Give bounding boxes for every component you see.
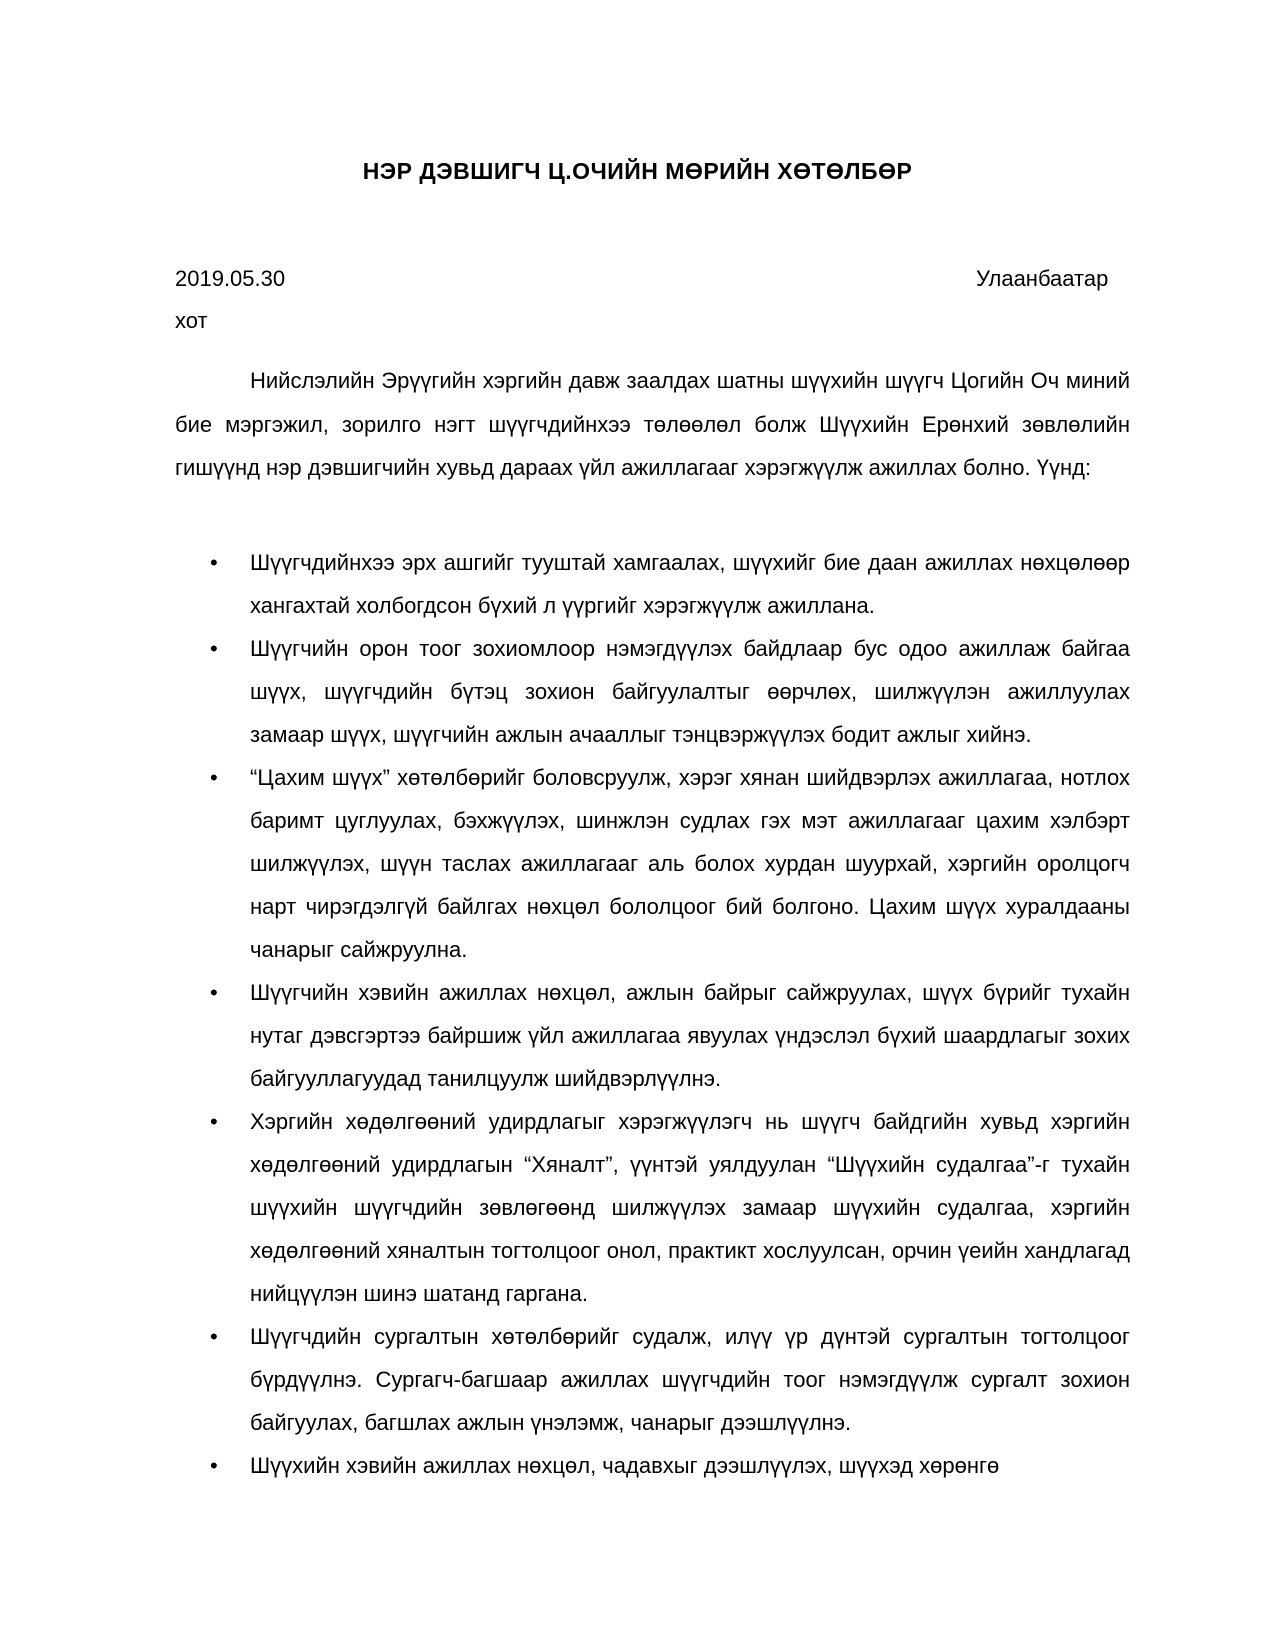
bullet-list xyxy=(175,541,1130,1487)
bullet-dot-icon: • xyxy=(210,1453,218,1478)
bullet-dot-icon: • xyxy=(210,1324,218,1349)
bullet-text: Шүүгчийн орон тоог зохиомлоор нэмэгдүүлэх байдлаар бус одоо ажиллаж байгаа шүүх, шүүгчдийн бүтэц зохион байгуулалтыг өөрчлөх, шилжүүлэн ажиллуулах замаар шүүх, шүүгчийн ажлын ачааллыг тэнцвэржүүлэх бодит ажлыг хийнэ. xyxy=(250,636,1130,747)
bullet-dot-icon: • xyxy=(210,1109,218,1134)
bullet-dot-icon: • xyxy=(210,980,218,1005)
document-title: НЭР ДЭВШИГЧ Ц.ОЧИЙН МӨРИЙН ХӨТӨЛБӨР xyxy=(362,158,913,184)
document-city-suffix: хот xyxy=(175,308,208,333)
bullet-dot-icon: • xyxy=(210,765,218,790)
bullet-item xyxy=(175,971,1130,1100)
bullet-item xyxy=(175,756,1130,971)
bullet-item xyxy=(175,1444,1130,1487)
bullet-item xyxy=(175,627,1130,756)
bullet-item xyxy=(175,1315,1130,1444)
bullet-text: “Цахим шүүх” хөтөлбөрийг боловсруулж, хэрэг хянан шийдвэрлэх ажиллагаа, нотлох баримт цуглуулах, бэхжүүлэх, шинжлэн судлах гэх мэт ажиллагааг цахим хэлбэрт шилжүүлэх, шүүн таслах ажиллагааг аль болох хурдан шуурхай, хэргийн оролцогч нарт чирэгдэлгүй байлгах нөхцөл бололцоог бий болгоно. Цахим шүүх хуралдааны чанарыг сайжруулна. xyxy=(250,765,1130,962)
document-city: Улаанбаатар xyxy=(976,266,1109,291)
bullet-text: Хэргийн хөдөлгөөний удирдлагыг хэрэгжүүлэгч нь шүүгч байдгийн хувьд хэргийн хөдөлгөөний удирдлагын “Хяналт”, үүнтэй уялдуулан “Шүүхийн судалгаа”-г тухайн шүүхийн шүүгчдийн зөвлөгөөнд шилжүүлэх замаар шүүхийн судалгаа, хэргийн хөдөлгөөний хяналтын тогтолцоог онол, практикт хослуулсан, орчин үеийн хандлагад нийцүүлэн шинэ шатанд гаргана. xyxy=(250,1109,1130,1306)
date-place-line xyxy=(175,266,1135,296)
bullet-item xyxy=(175,541,1130,627)
bullet-item xyxy=(175,1100,1130,1315)
bullet-text: Шүүгчдийн сургалтын хөтөлбөрийг судалж, илүү үр дүнтэй сургалтын тогтолцоог бүрдүүлнэ. Сургагч-багшаар ажиллах шүүгчдийн тоог нэмэгдүүлж сургалт зохион байгуулах, багшлах ажлын үнэлэмж, чанарыг дээшлүүлнэ. xyxy=(250,1324,1130,1435)
document-date: 2019.05.30 xyxy=(175,266,286,291)
bullet-dot-icon: • xyxy=(210,550,218,575)
bullet-text: Шүүгчийн хэвийн ажиллах нөхцөл, ажлын байрыг сайжруулах, шүүх бүрийг тухайн нутаг дэвсгэртээ байршиж үйл ажиллагаа явуулах үндэслэл бүхий шаардлагыг зохих байгууллагуудад танилцуулж шийдвэрлүүлнэ. xyxy=(250,980,1130,1091)
bullet-text: Шүүхийн хэвийн ажиллах нөхцөл, чадавхыг дээшлүүлэх, шүүхэд хөрөнгө xyxy=(250,1453,1000,1478)
bullet-dot-icon: • xyxy=(210,636,218,661)
intro-paragraph: Нийслэлийн Эрүүгийн хэргийн давж заалдах шатны шүүхийн шүүгч Цогийн Оч миний бие мэргэжил, зорилго нэгт шүүгчдийнхээ төлөөлөл болж Шүүхийн Ерөнхий зөвлөлийн гишүүнд нэр дэвшигчийн хувьд дараах үйл ажиллагааг хэрэгжүүлж ажиллах болно. Үүнд: xyxy=(175,368,1130,480)
bullet-text: Шүүгчдийнхээ эрх ашгийг тууштай хамгаалах, шүүхийг бие даан ажиллах нөхцөлөөр хангахтай холбогдсон бүхий л үүргийг хэрэгжүүлж ажиллана. xyxy=(250,550,1130,618)
